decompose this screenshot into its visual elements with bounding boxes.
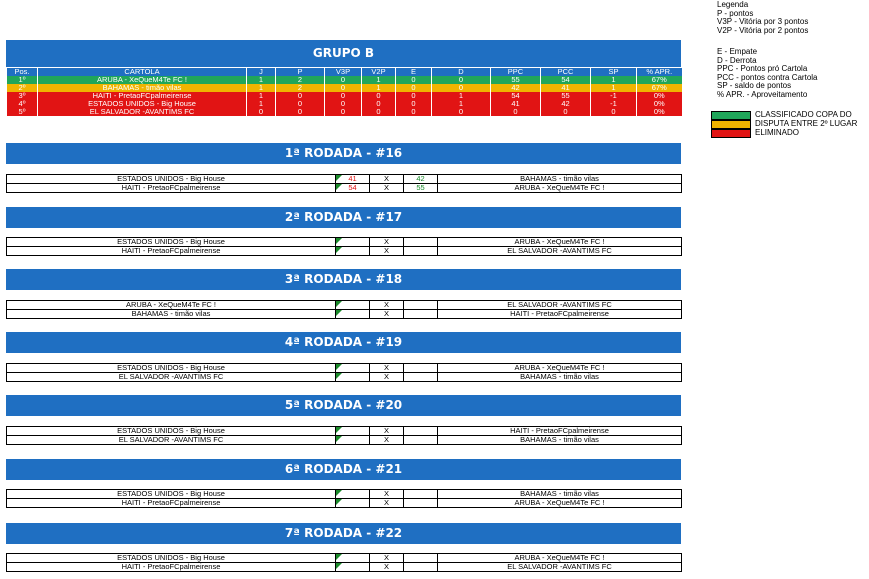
match-away-team: BAHAMAS - timão vilas [438, 373, 682, 382]
standings-cell: -1 [591, 92, 637, 100]
legend-line: PPC - Pontos pró Cartola [717, 64, 808, 73]
match-home-team: HAITI - PretaoFCpalmeirense [7, 563, 336, 572]
match-row [7, 310, 682, 319]
match-away-score [404, 301, 438, 310]
match-home-score [336, 301, 370, 310]
standings-row [7, 100, 682, 108]
match-row [7, 238, 682, 247]
match-away-team: ARUBA - XeQueM4Te FC ! [438, 499, 682, 508]
standings-cell: 1 [432, 92, 491, 100]
standings-cell: 0 [362, 100, 396, 108]
standings-cell: PPC [491, 68, 541, 76]
standings-cell: P [276, 68, 325, 76]
match-row [7, 364, 682, 373]
standings-cell: 0% [637, 108, 682, 116]
standings-row [7, 108, 682, 116]
match-away-score [404, 499, 438, 508]
match-row [7, 373, 682, 382]
standings-cell: 41 [491, 100, 541, 108]
match-row [7, 490, 682, 499]
standings-cell: -1 [591, 100, 637, 108]
match-away-score [404, 563, 438, 572]
legend-line: PCC - pontos contra Cartola [717, 72, 818, 82]
round-title: 4ª RODADA - #19 [284, 335, 403, 349]
legend-line: V2P - Vitória por 2 pontos [717, 25, 809, 35]
swatch-yellow [711, 120, 751, 129]
match-versus: X [370, 238, 404, 247]
legend [717, 1, 808, 35]
standings-cell: 0 [396, 100, 432, 108]
standings-cell: EL SALVADOR -AVANTIMS FC [38, 108, 247, 116]
round-title: 7ª RODADA - #22 [284, 526, 403, 540]
standings-cell: 0 [325, 76, 362, 84]
round-matches-table [6, 553, 682, 572]
match-home-team: BAHAMAS - timão vilas [7, 310, 336, 319]
match-home-team: ESTADOS UNIDOS - Big House [7, 490, 336, 499]
match-row [7, 247, 682, 256]
standings-cell: 0 [362, 92, 396, 100]
standings-cell: 54 [491, 92, 541, 100]
standings-cell: ESTADOS UNIDOS - Big House [38, 100, 247, 108]
match-home-score [336, 373, 370, 382]
match-versus: X [370, 247, 404, 256]
match-home-score [336, 436, 370, 445]
standings-cell: 0% [637, 100, 682, 108]
match-away-team: BAHAMAS - timão vilas [438, 490, 682, 499]
round-title-band [6, 332, 681, 353]
standings-cell: 42 [491, 84, 541, 92]
match-away-score [404, 436, 438, 445]
round-matches-table [6, 174, 682, 193]
standings-cell: 41 [541, 84, 591, 92]
round-title: 2ª RODADA - #17 [284, 210, 403, 224]
round-matches-table [6, 489, 682, 508]
match-row [7, 436, 682, 445]
match-away-team: EL SALVADOR -AVANTIMS FC [438, 563, 682, 572]
match-away-team: ARUBA - XeQueM4Te FC ! [438, 554, 682, 563]
match-away-score [404, 427, 438, 436]
match-home-team: ESTADOS UNIDOS - Big House [7, 554, 336, 563]
group-title-band [6, 40, 681, 67]
standings-cell: 1 [247, 92, 276, 100]
match-home-team: ESTADOS UNIDOS - Big House [7, 364, 336, 373]
legend-line: E - Empate [717, 47, 758, 56]
standings-cell: 0 [325, 108, 362, 116]
standings-cell: 0 [276, 108, 325, 116]
standings-row [7, 92, 682, 100]
match-versus: X [370, 554, 404, 563]
match-home-team: HAITI - PretaoFCpalmeirense [7, 499, 336, 508]
swatch-green [711, 111, 751, 120]
standings-body [7, 68, 682, 116]
standings-cell: 0 [491, 108, 541, 116]
standings-cell: D [432, 68, 491, 76]
standings-cell: 67% [637, 76, 682, 84]
match-row [7, 184, 682, 193]
match-away-team: ARUBA - XeQueM4Te FC ! [438, 238, 682, 247]
standings-cell: CARTOLA [38, 68, 247, 76]
round-matches-table [6, 426, 682, 445]
match-versus: X [370, 436, 404, 445]
round-matches-table [6, 363, 682, 382]
standings-cell: 0% [637, 92, 682, 100]
standings-cell: % APR. [637, 68, 682, 76]
match-home-score [336, 499, 370, 508]
match-row [7, 499, 682, 508]
standings-cell: 1 [247, 76, 276, 84]
match-home-team: ESTADOS UNIDOS - Big House [7, 175, 336, 184]
standings-cell: V3P [325, 68, 362, 76]
match-away-score: 42 [404, 175, 438, 184]
standings-cell: 0 [396, 84, 432, 92]
standings-cell: 1º [7, 76, 38, 84]
standings-cell: 0 [396, 108, 432, 116]
round-title-band [6, 207, 681, 228]
standings-cell: 2 [276, 84, 325, 92]
standings-cell: SP [591, 68, 637, 76]
match-home-score [336, 563, 370, 572]
standings-cell: 1 [591, 84, 637, 92]
match-away-team: HAITI - PretaoFCpalmeirense [438, 427, 682, 436]
match-home-score: 41 [336, 175, 370, 184]
standings-cell: E [396, 68, 432, 76]
match-away-score [404, 247, 438, 256]
match-home-team: EL SALVADOR -AVANTIMS FC [7, 436, 336, 445]
standings-cell: 55 [541, 92, 591, 100]
match-away-team: ARUBA - XeQueM4Te FC ! [438, 184, 682, 193]
match-away-score: 55 [404, 184, 438, 193]
round-title-band [6, 143, 681, 164]
match-row [7, 554, 682, 563]
match-home-score [336, 490, 370, 499]
standings-cell: 1 [362, 84, 396, 92]
match-away-team: ARUBA - XeQueM4Te FC ! [438, 364, 682, 373]
standings-cell: 0 [362, 108, 396, 116]
match-away-score [404, 310, 438, 319]
legend-line: % APR. - Aproveitamento [717, 89, 808, 99]
match-versus: X [370, 175, 404, 184]
standings-cell: 5º [7, 108, 38, 116]
standings-cell: 4º [7, 100, 38, 108]
standings-cell: 1 [362, 76, 396, 84]
standings-cell: 3º [7, 92, 38, 100]
standings-cell: 42 [541, 100, 591, 108]
match-versus: X [370, 490, 404, 499]
standings-cell: 1 [247, 100, 276, 108]
swatch-label: ELIMINADO [755, 128, 800, 137]
match-versus: X [370, 301, 404, 310]
match-home-team: ESTADOS UNIDOS - Big House [7, 427, 336, 436]
match-row [7, 563, 682, 572]
match-versus: X [370, 563, 404, 572]
swatch-label: CLASSIFICADO COPA DO [755, 110, 852, 119]
standings-cell: 0 [276, 92, 325, 100]
round-title: 5ª RODADA - #20 [284, 398, 403, 412]
standings-table [6, 68, 682, 116]
swatch-red [711, 129, 751, 138]
match-home-score [336, 364, 370, 373]
standings-cell: 1 [432, 100, 491, 108]
standings-cell: 0 [396, 92, 432, 100]
match-home-team: EL SALVADOR -AVANTIMS FC [7, 373, 336, 382]
standings-cell: BAHAMAS - timão vilas [38, 84, 247, 92]
round-matches-table [6, 300, 682, 319]
match-away-team: BAHAMAS - timão vilas [438, 436, 682, 445]
match-home-score: 54 [336, 184, 370, 193]
standings-cell: 0 [541, 108, 591, 116]
match-away-score [404, 554, 438, 563]
match-away-team: HAITI - PretaoFCpalmeirense [438, 310, 682, 319]
legend-line: SP - saldo de pontos [717, 81, 792, 90]
standings-cell: 0 [591, 108, 637, 116]
legend-line: V3P - Vitória por 3 pontos [717, 17, 809, 26]
match-versus: X [370, 364, 404, 373]
legend-line: D - Derrota [717, 55, 757, 65]
match-home-team: ARUBA - XeQueM4Te FC ! [7, 301, 336, 310]
legend-abbreviations [717, 48, 818, 99]
standings-cell: 1 [591, 76, 637, 84]
standings-header-row [7, 68, 682, 76]
match-away-score [404, 490, 438, 499]
round-title-band [6, 459, 681, 480]
standings-cell: 54 [541, 76, 591, 84]
match-home-score [336, 427, 370, 436]
standings-cell: 2º [7, 84, 38, 92]
standings-cell: 0 [325, 84, 362, 92]
standings-cell: 0 [325, 92, 362, 100]
standings-cell: ARUBA - XeQueM4Te FC ! [38, 76, 247, 84]
match-home-team: HAITI - PretaoFCpalmeirense [7, 184, 336, 193]
standings-cell: 55 [491, 76, 541, 84]
match-home-team: HAITI - PretaoFCpalmeirense [7, 247, 336, 256]
match-home-team: ESTADOS UNIDOS - Big House [7, 238, 336, 247]
round-title-band [6, 523, 681, 544]
match-away-team: EL SALVADOR -AVANTIMS FC [438, 301, 682, 310]
group-title: GRUPO B [312, 46, 375, 60]
standings-cell: 2 [276, 76, 325, 84]
legend-title: Legenda [717, 0, 749, 9]
legend-line: P - pontos [717, 8, 754, 18]
match-away-score [404, 373, 438, 382]
match-away-score [404, 238, 438, 247]
standings-cell: 0 [325, 100, 362, 108]
standings-cell: 0 [432, 76, 491, 84]
standings-cell: J [247, 68, 276, 76]
standings-cell: V2P [362, 68, 396, 76]
match-home-score [336, 247, 370, 256]
match-away-score [404, 364, 438, 373]
standings-cell: PCC [541, 68, 591, 76]
standings-cell: Pos. [7, 68, 38, 76]
match-home-score [336, 238, 370, 247]
match-row [7, 301, 682, 310]
match-row [7, 175, 682, 184]
match-away-team: BAHAMAS - timão vilas [438, 175, 682, 184]
match-home-score [336, 310, 370, 319]
round-title-band [6, 269, 681, 290]
match-versus: X [370, 310, 404, 319]
standings-cell: 0 [247, 108, 276, 116]
standings-cell: HAITI - PretaoFCpalmeirense [38, 92, 247, 100]
match-row [7, 427, 682, 436]
legend-swatch-eliminated [711, 129, 869, 138]
standings-cell: 0 [432, 84, 491, 92]
round-title: 1ª RODADA - #16 [284, 146, 403, 160]
round-matches-table [6, 237, 682, 256]
standings-row [7, 76, 682, 84]
match-versus: X [370, 499, 404, 508]
match-away-team: EL SALVADOR -AVANTIMS FC [438, 247, 682, 256]
match-home-score [336, 554, 370, 563]
standings-row [7, 84, 682, 92]
round-title: 6ª RODADA - #21 [284, 462, 403, 476]
match-versus: X [370, 184, 404, 193]
swatch-label: DISPUTA ENTRE 2º LUGAR [755, 119, 858, 128]
round-title: 3ª RODADA - #18 [284, 272, 403, 286]
round-title-band [6, 395, 681, 416]
standings-cell: 1 [247, 84, 276, 92]
standings-cell: 67% [637, 84, 682, 92]
standings-cell: 0 [432, 108, 491, 116]
match-versus: X [370, 427, 404, 436]
standings-cell: 0 [396, 76, 432, 84]
standings-cell: 0 [276, 100, 325, 108]
match-versus: X [370, 373, 404, 382]
